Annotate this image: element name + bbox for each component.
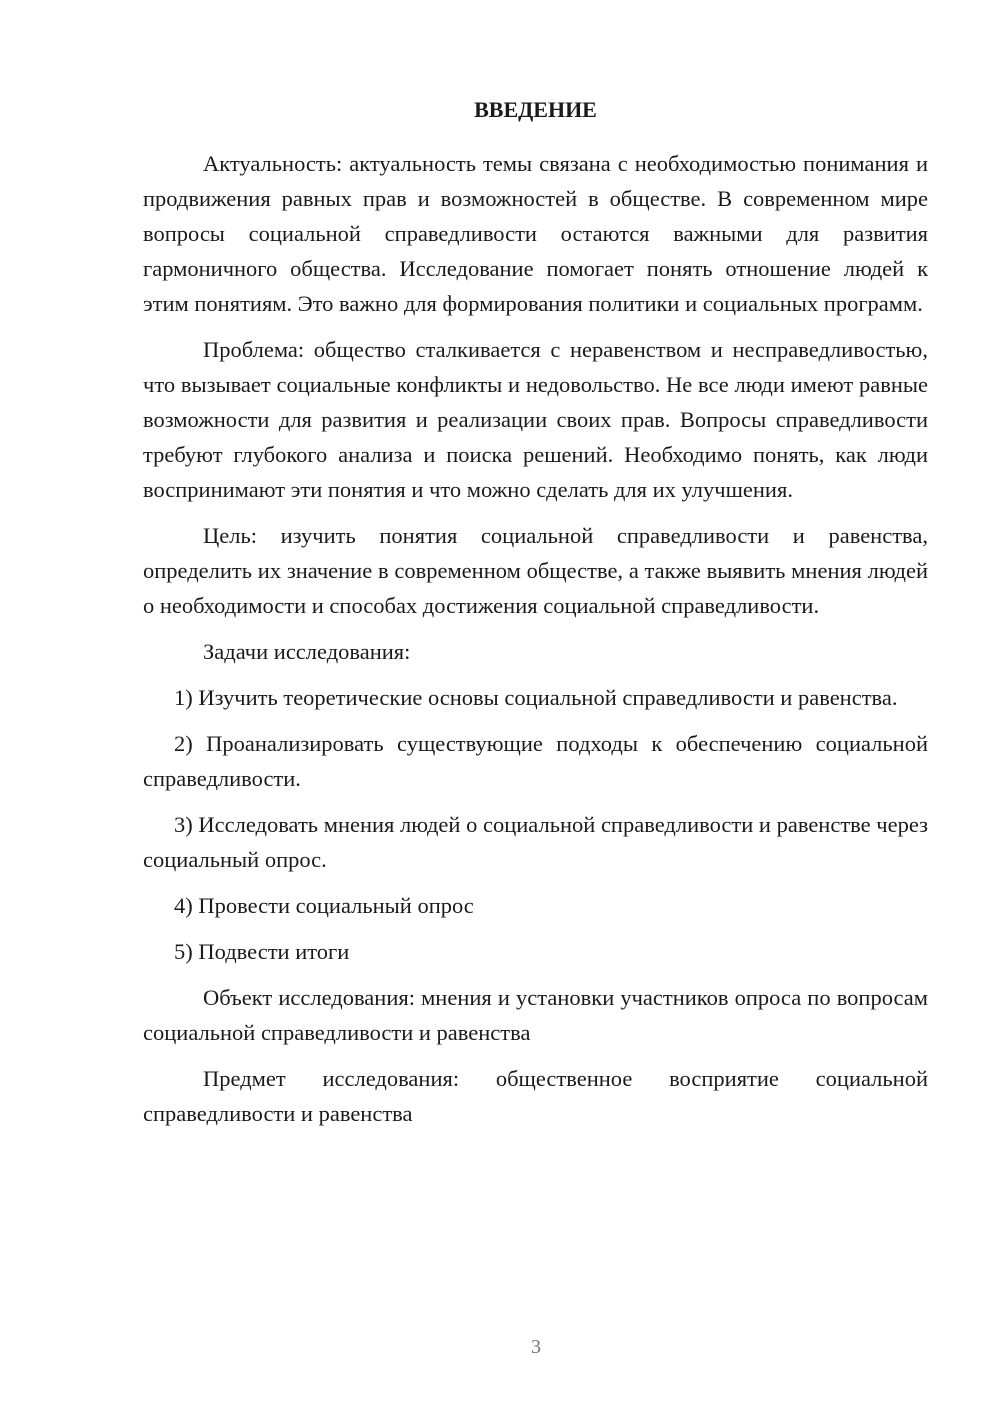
paragraph-goal: Цель: изучить понятия социальной справедливости и равенства, определить их значение в современном обществе, а также выявить мнения людей о необходимости и способах достижения социальной справедливости. — [143, 523, 928, 618]
paragraph-subject: Предмет исследования: общественное восприятие социальной справедливости и равенства — [143, 1066, 928, 1126]
paragraph-problem: Проблема: общество сталкивается с неравенством и несправедливостью, что вызывает социальные конфликты и недовольство. Не все люди имеют равные возможности для развития и реализации своих прав. Вопросы справедливости требуют глубокого анализа и поиска решений. Необходимо понять, как люди воспринимают эти понятия и что можно сделать для их улучшения. — [143, 337, 928, 502]
paragraph-relevance: Актуальность: актуальность темы связана с необходимостью понимания и продвижения равных прав и возможностей в обществе. В современном мире вопросы социальной справедливости остаются важными для развития гармоничного общества. Исследование помогает понять отношение людей к этим понятиям. Это важно для формирования политики и социальных программ. — [143, 151, 928, 316]
paragraph-tasks-heading: Задачи исследования: — [203, 639, 411, 664]
paragraph-object: Объект исследования: мнения и установки участников опроса по вопросам социальной справедливости и равенства — [143, 985, 928, 1045]
task-item-3: 3) Исследовать мнения людей о социальной справедливости и равенстве через социальный опрос. — [143, 812, 928, 872]
page-title: ВВЕДЕНИЕ — [474, 97, 597, 122]
task-item-5: 5) Подвести итоги — [174, 939, 350, 964]
task-item-1: 1) Изучить теоретические основы социальной справедливости и равенства. — [174, 685, 898, 710]
task-item-4: 4) Провести социальный опрос — [174, 893, 474, 918]
page-number: 3 — [531, 1336, 541, 1358]
page-content — [143, 92, 928, 1142]
task-item-2: 2) Проанализировать существующие подходы к обеспечению социальной справедливости. — [143, 731, 928, 791]
